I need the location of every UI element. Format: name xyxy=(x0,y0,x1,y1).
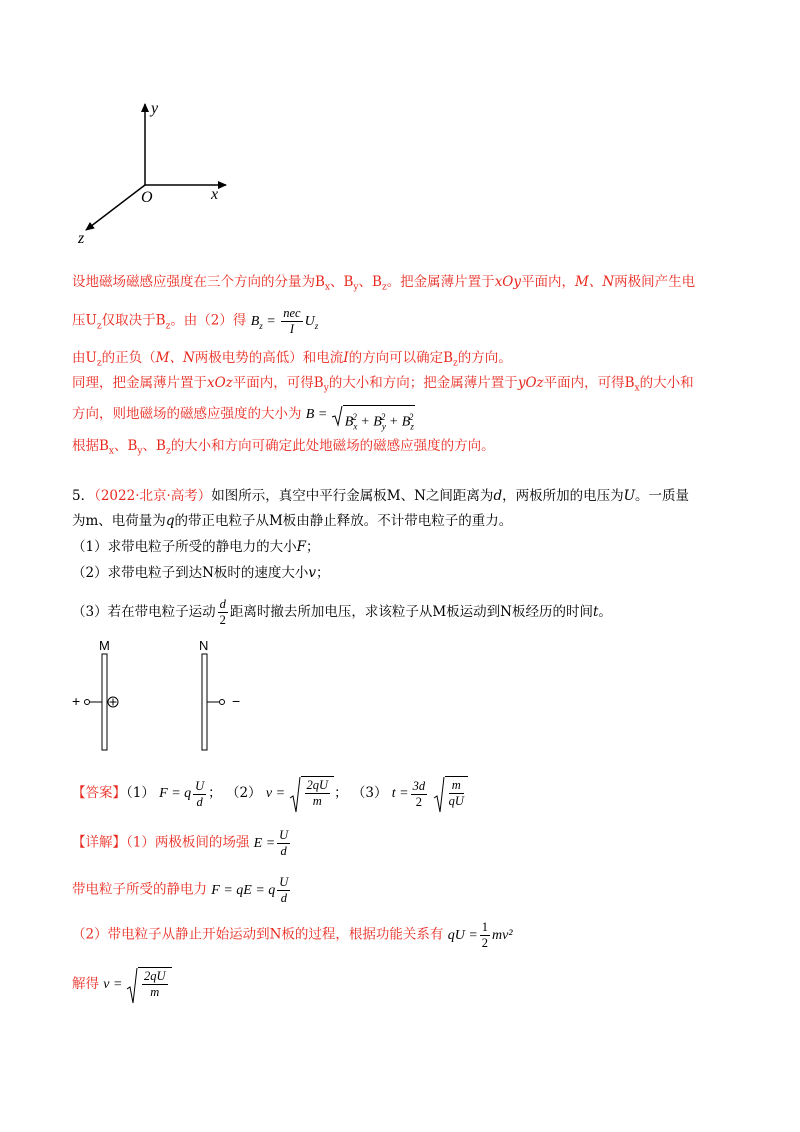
parallel-plates-figure xyxy=(70,650,250,755)
minus-terminal xyxy=(220,700,225,705)
plate-m-label: M xyxy=(99,638,110,653)
y-axis-label: y xyxy=(151,100,159,117)
para3-line2: 方向，则地磁场的磁感应强度的大小为 B = $B_x^2 + B_y^2 + B_z^2$ xyxy=(72,404,415,425)
minus-terminal-label: − xyxy=(232,693,241,709)
detail-line4: 解得 v = $\frac{2qU}{m}$ xyxy=(72,967,172,1003)
positive-particle xyxy=(108,697,118,707)
para1-line1: 设地磁场磁感应强度在三个方向的分量为$B_x$、$B_y$、$B_z$。把金属薄片置于xOy平面内，M、N两极间产生电 xyxy=(72,274,696,293)
para2: 由$U_z$的正负（M、N两极电势的高低）和电流I的方向可以确定$B_z$的方向。 xyxy=(72,350,512,369)
plus-terminal-label: + xyxy=(72,693,81,709)
detail-tag: 【详解】 xyxy=(72,834,126,851)
z-axis-label: z xyxy=(78,230,85,247)
z-axis xyxy=(86,185,145,230)
para3-line1: 同理，把金属薄片置于xOz平面内，可得$B_y$的大小和方向；把金属薄片置于yOz平面内，可得$B_x$的大小和 xyxy=(72,375,694,394)
q5-sub1: （1）求带电粒子所受的静电力的大小F； xyxy=(72,539,320,555)
origin-label: O xyxy=(141,189,153,206)
formula-b-magnitude: B = $B_x^2 + B_y^2 + B_z^2$ xyxy=(306,407,416,422)
plate-n-label: N xyxy=(199,638,209,653)
detail-line1: 【详解】（1）两极板间的场强 E = $\frac{U}{d}$ xyxy=(72,828,289,858)
x-axis-label: x xyxy=(211,186,219,203)
plate-n xyxy=(202,654,207,750)
answer-line: 【答案】（1） F = q $\frac{U}{d}$ ； （2） v = $\frac{2qU}{m}$ ； （3） t = $\frac{3d}{2}$ $\frac{m}{qU}$ xyxy=(72,776,468,812)
answer-tag: 【答案】 xyxy=(72,785,126,802)
detail-line3: （2）带电粒子从静止开始运动到N板的过程，根据功能关系有 qU = $\frac{1}{2}$ mv² xyxy=(72,920,513,950)
plate-m xyxy=(102,654,107,750)
formula-bz: $B_z$ = $\frac{\text{nec}}{I}$ $U_z$ xyxy=(250,306,319,336)
plus-terminal xyxy=(85,700,90,705)
detail-line2: 带电粒子所受的静电力 F = qE = q $\frac{U}{d}$ xyxy=(72,875,289,905)
q5-sub3: （3）若在带电粒子运动 $\frac{d}{2}$ 距离时撤去所加电压，求该粒子从M板运动到N板经历的时间t。 xyxy=(72,597,612,627)
q5-line1: 5．（2022·北京·高考）如图所示，真空中平行金属板M、N之间距离为d，两板所加的电压为U。一质量 xyxy=(72,488,689,504)
q5-line2: 为m、电荷量为q的带正电粒子从M板由静止释放。不计带电粒子的重力。 xyxy=(72,513,513,529)
para1-line2: 压$U_z$仅取决于$B_z$。由（2）得 $B_z$ = $\frac{\text{nec}}{I}$ $U_z$ xyxy=(72,306,319,336)
para4: 根据$B_x$、$B_y$、$B_z$的大小和方向可确定此处地磁场的磁感应强度的方向。 xyxy=(72,438,495,457)
q5-sub2: （2）求带电粒子到达N板时的速度大小v； xyxy=(72,565,330,581)
